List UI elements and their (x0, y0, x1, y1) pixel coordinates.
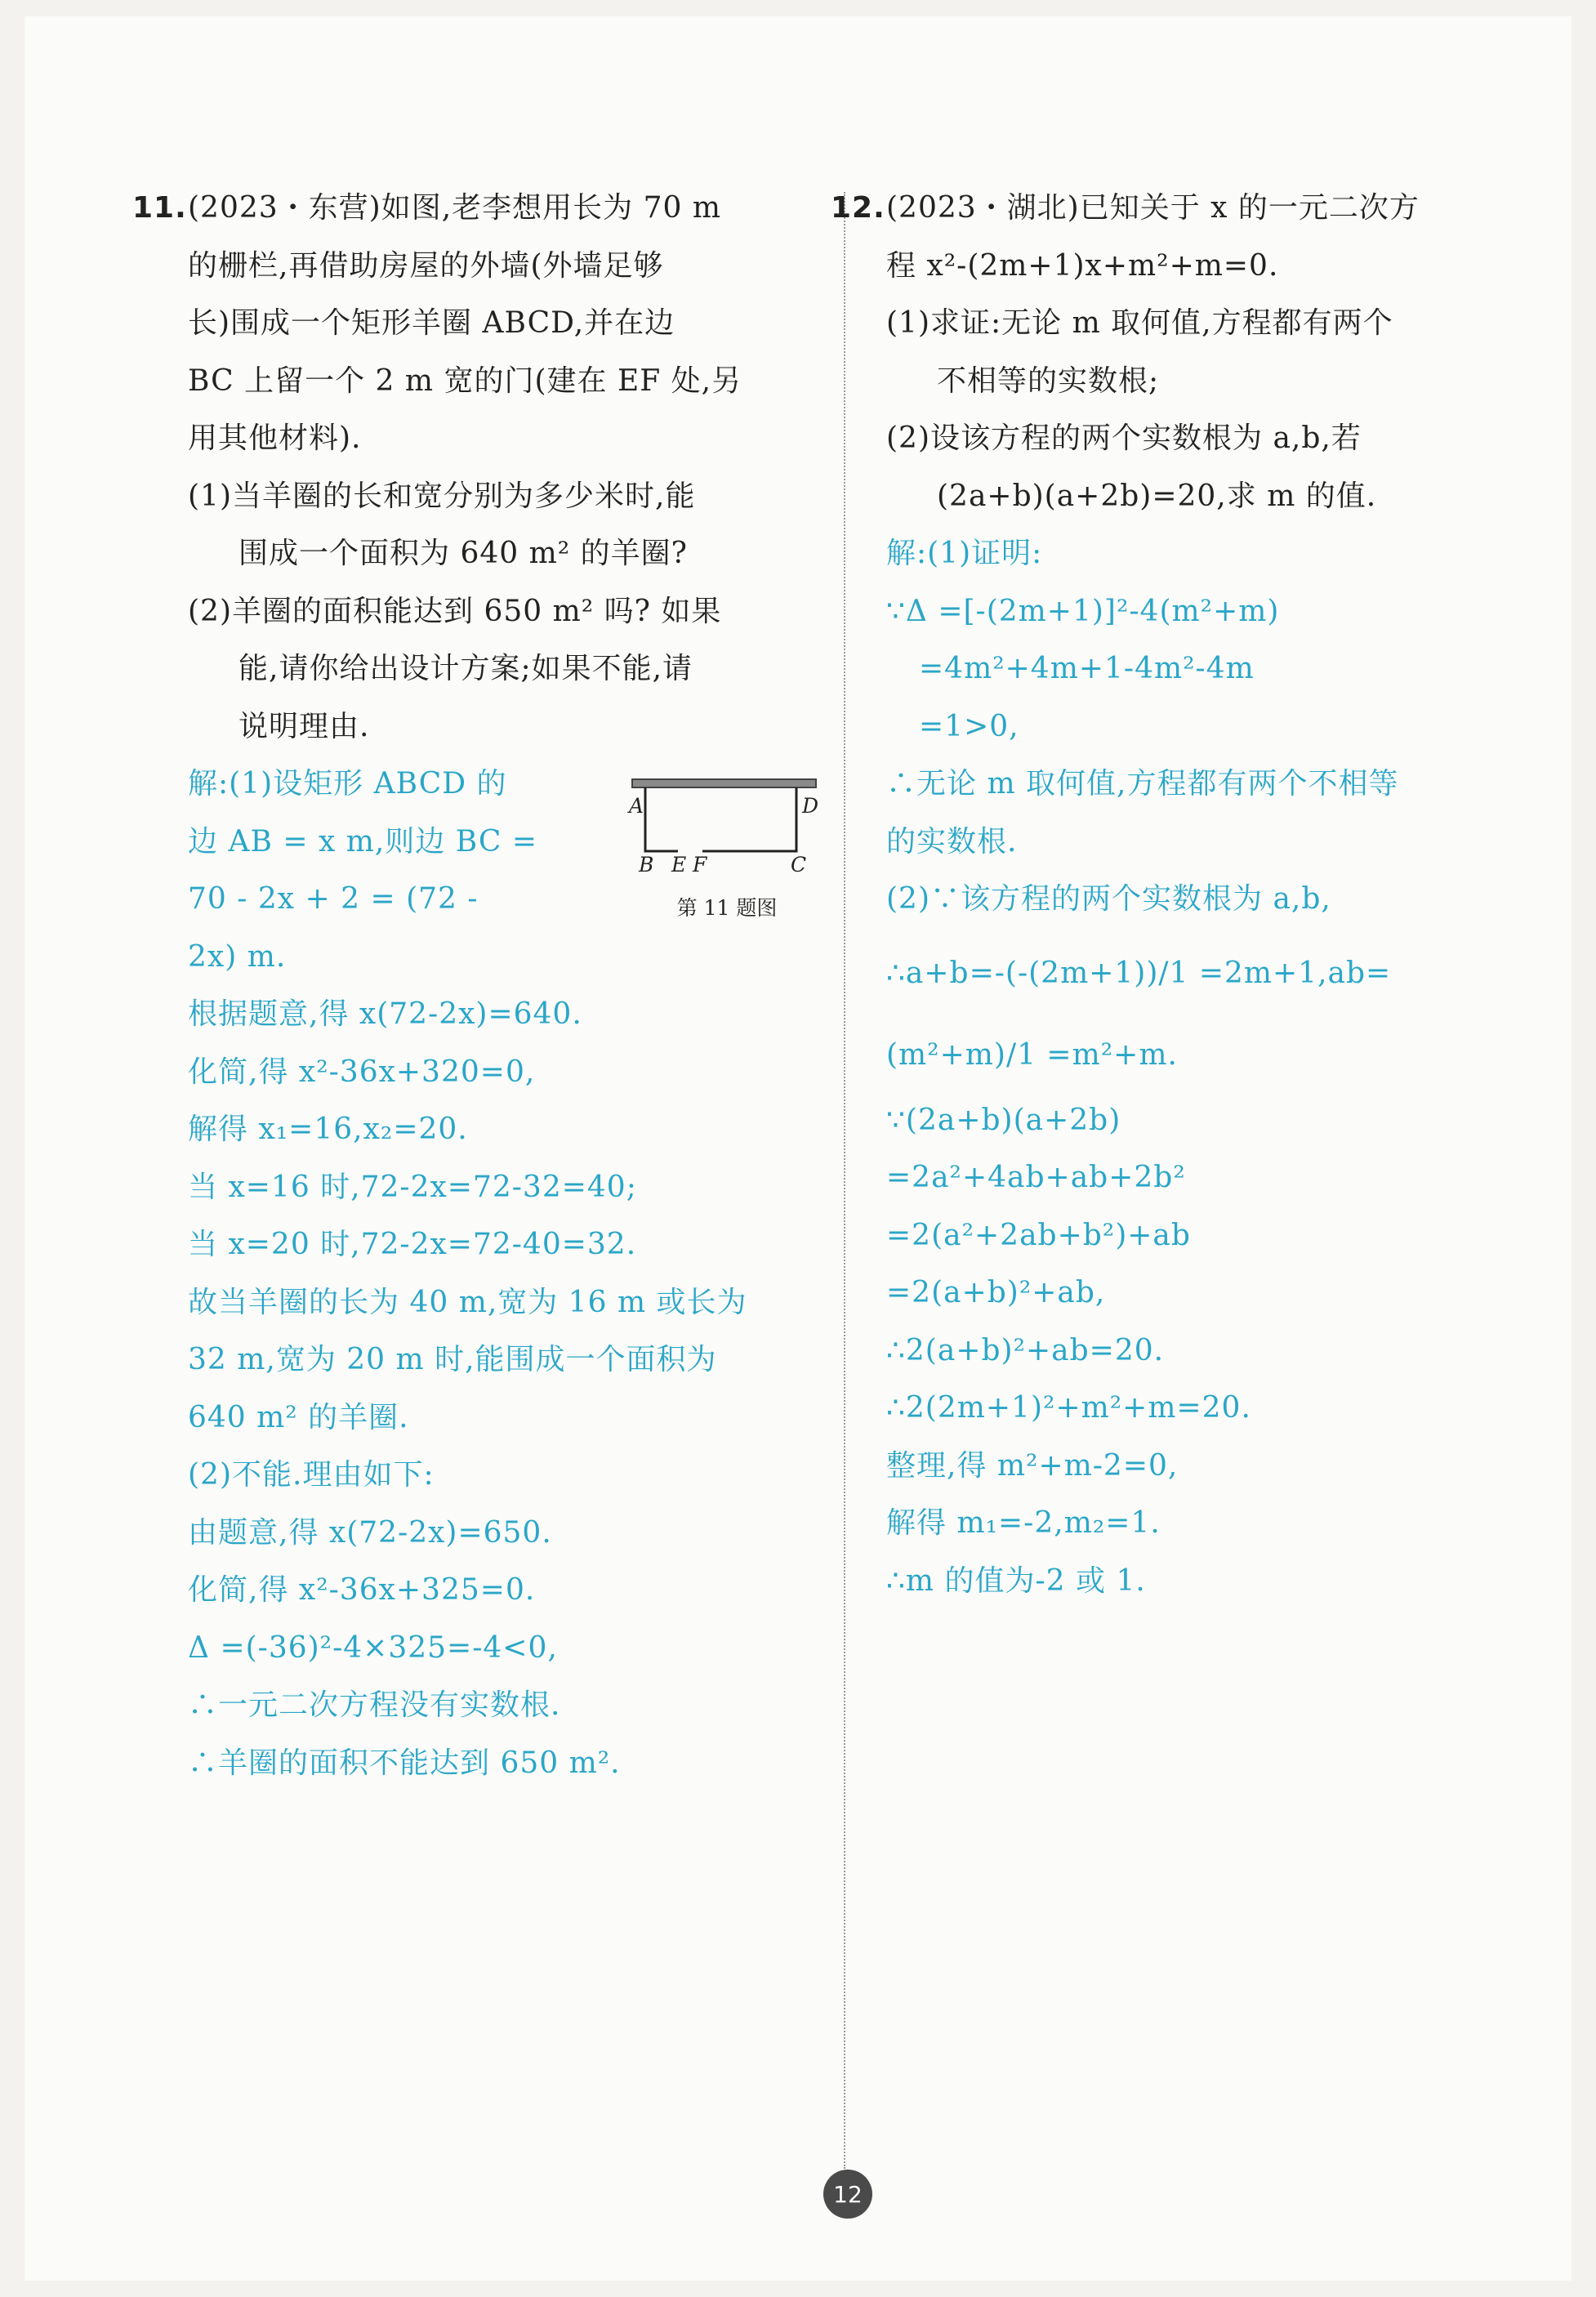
label-c: C (791, 853, 807, 876)
label-d: D (802, 794, 819, 818)
answer-line: Δ =(-36)²-4×325=-4<0, (188, 1630, 558, 1665)
answer-line: ∴m 的值为-2 或 1. (886, 1563, 1146, 1598)
answer-line: =2a²+4ab+ab+2b² (886, 1161, 1186, 1194)
sub-question-line: (2)设该方程的两个实数根为 a,b,若 (886, 421, 1362, 455)
answer-line: =1>0, (919, 709, 1019, 743)
sub-question-line: 围成一个面积为 640 m² 的羊圈? (239, 537, 688, 570)
answer-line: ∴2(2m+1)²+m²+m=20. (886, 1391, 1251, 1425)
answer-line: 根据题意,得 x(72-2x)=640. (188, 997, 582, 1031)
answer-line: (2)∵该方程的两个实数根为 a,b, (886, 882, 1331, 916)
answer-line: 解:(1)证明: (886, 537, 1043, 570)
answer-line: ∵(2a+b)(a+2b) (886, 1103, 1121, 1137)
figure-caption: 第 11 题图 (676, 896, 778, 920)
answer-line: 故当羊圈的长为 40 m,宽为 16 m 或长为 (188, 1285, 747, 1319)
sub-question-line: 不相等的实数根; (937, 364, 1160, 398)
answer-line: 解:(1)设矩形 ABCD 的 (188, 767, 507, 801)
answer-line: ∵Δ =[-(2m+1)]²-4(m²+m) (886, 594, 1280, 628)
answer-line: =2(a²+2ab+b²)+ab (886, 1218, 1191, 1252)
answer-line: (2)不能.理由如下: (188, 1458, 435, 1492)
question-line: BC 上留一个 2 m 宽的门(建在 EF 处,另 (188, 364, 742, 398)
label-e: E (671, 853, 687, 876)
answer-line: 32 m,宽为 20 m 时,能围成一个面积为 (188, 1343, 717, 1376)
question-number: 12. (831, 191, 885, 225)
answer-line: 2x) m. (188, 939, 287, 974)
answer-line: (m²+m)/1 =m²+m. (886, 1037, 1178, 1072)
answer-line: ∴一元二次方程没有实数根. (188, 1688, 561, 1722)
problem-12 (831, 180, 1523, 1610)
sub-question-line: 说明理由. (239, 709, 370, 743)
answer-line: 640 m² 的羊圈. (188, 1400, 409, 1434)
page (25, 16, 1571, 2281)
answer-line: ∴羊圈的面积不能达到 650 m². (188, 1746, 621, 1780)
question-line: 程 x²-(2m+1)x+m²+m=0. (886, 248, 1279, 283)
answer-line: 化简,得 x²-36x+325=0. (188, 1573, 536, 1607)
answer-line: 的实数根. (886, 824, 1018, 859)
answer-line: 当 x=20 时,72-2x=72-40=32. (188, 1228, 637, 1261)
question-text: (2023・东营)如图,老李想用长为 70 m (188, 191, 721, 225)
answer-line: 整理,得 m²+m-2=0, (886, 1448, 1179, 1483)
sub-question-line: (2a+b)(a+2b)=20,求 m 的值. (937, 479, 1377, 513)
sub-question-line: 能,请你给出设计方案;如果不能,请 (239, 652, 693, 685)
question-line: 长)围成一个矩形羊圈 ABCD,并在边 (188, 306, 675, 340)
answer-line: 解得 m₁=-2,m₂=1. (886, 1506, 1161, 1540)
column-divider (844, 192, 845, 2169)
figure-11 (629, 769, 825, 933)
answer-line: =4m²+4m+1-4m²-4m (919, 652, 1255, 685)
answer-line: ∴a+b=-(-(2m+1))/1 =2m+1,ab= (886, 956, 1392, 990)
sub-question-line: (1)求证:无论 m 取何值,方程都有两个 (886, 306, 1393, 340)
question-number: 11. (132, 191, 187, 225)
problem-11 (132, 180, 825, 1792)
page-number: 12 (823, 2170, 872, 2219)
label-b: B (639, 853, 654, 876)
sub-question-line: (2)羊圈的面积能达到 650 m² 吗? 如果 (188, 594, 722, 628)
question-line: 的栅栏,再借助房屋的外墙(外墙足够 (188, 248, 664, 283)
answer-line: 化简,得 x²-36x+320=0, (188, 1055, 536, 1089)
answer-line: ∴无论 m 取何值,方程都有两个不相等 (886, 767, 1399, 801)
answer-line: 70 - 2x + 2 = (72 - (188, 882, 479, 916)
question-line (132, 180, 825, 238)
label-f: F (693, 853, 707, 876)
answer-line: 解得 x₁=16,x₂=20. (188, 1113, 468, 1146)
label-a: A (629, 794, 644, 818)
answer-line: 由题意,得 x(72-2x)=650. (188, 1515, 552, 1550)
answer-line: ∴2(a+b)²+ab=20. (886, 1333, 1165, 1367)
question-line: 用其他材料). (188, 421, 362, 455)
answer-line: 边 AB = x m,则边 BC = (188, 824, 537, 859)
answer-line: =2(a+b)²+ab, (886, 1276, 1106, 1309)
answer-line: 当 x=16 时,72-2x=72-32=40; (188, 1170, 637, 1204)
sub-question-line: (1)当羊圈的长和宽分别为多少米时,能 (188, 479, 696, 513)
question-line (831, 180, 1523, 238)
question-text: (2023・湖北)已知关于 x 的一元二次方 (886, 191, 1420, 225)
